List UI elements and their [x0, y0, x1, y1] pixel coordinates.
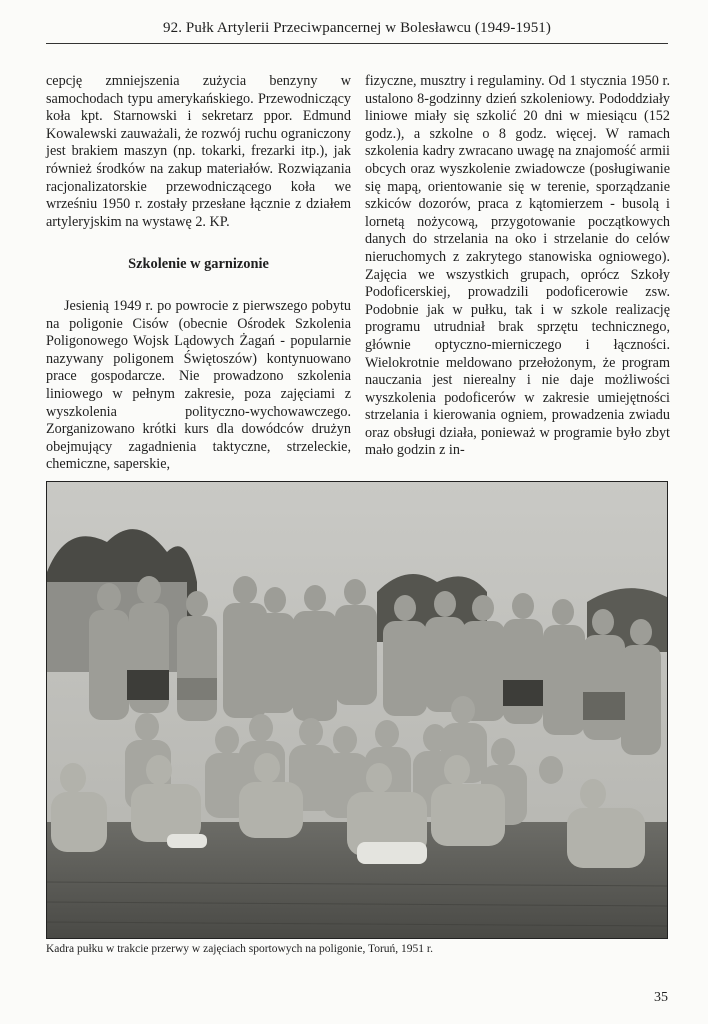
running-title: 92. Pułk Artylerii Przeciwpancernej w Bolesławcu (1949-1951): [46, 20, 668, 44]
right-column: [365, 73, 670, 460]
left-paragraph-2: Jesienią 1949 r. po powrocie z pierwszego pobytu na poligonie Cisów (obecnie Ośrodek Szkolenia Poligonowego Wojsk Lądowych Żagań - popularnie nazywany poligonem Świętoszów) kontynuowano prace gospodarcze. Nie prowadzono szkolenia liniowego w pełnym zakresie, poza zajęciami z wyszkolenia polityczno-wychowawczego. Zorganizowano krótki kurs dla dowódców drużyn obejmujący zagadnienia taktyczne, strzeleckie, chemiczne, saperskie,: [46, 297, 351, 473]
left-column: [46, 73, 351, 474]
figure-caption: Kadra pułku w trakcie przerwy w zajęciach sportowych na poligonie, Toruń, 1951 r.: [46, 943, 433, 955]
page-number: 35: [654, 990, 668, 1005]
group-photograph: [46, 481, 668, 939]
right-paragraph-1: fizyczne, musztry i regulaminy. Od 1 stycznia 1950 r. ustalono 8-godzinny dzień szkoleniowy. Pododdziały liniowe miały się szkolić 20 dni w miesiącu (152 godz.), a szkolne o 8 godz. więcej. W ramach szkolenia kadry zwracano uwagę na znajomość armii obcych oraz wyszkolenie zwiadowcze (posługiwanie się mapą, orientowanie się w terenie, sporządzanie szkiców dozorów, praca z kątomierzem - busolą i lornetą nożycową, przygotowanie początkowych danych do strzelania na oko i strzelanie do celów nieruchomych z zakrytego stanowiska ogniowego). Zajęcia we wszystkich grupach, oprócz Szkoły Podoficerskiej, prowadzili podoficerowie zsw. Podobnie jak w pułku, tak i w szkole realizację programu utrudniał brak sprzętu technicznego, głównie optyczno-mierniczego i łączności. Wielokrotnie meldowano przełożonym, że program nauczania jest nierealny i nie daje możliwości wyszkolenia podoficerów w zakresie umiejętności strzelania i kierowania ogniem, prowadzenia zwiadu oraz obsługi działa, ponieważ w programie było zbyt mało godzin z in-: [365, 73, 670, 459]
section-heading: Szkolenie w garnizonie: [128, 256, 269, 273]
left-paragraph-1: cepcję zmniejszenia zużycia benzyny w samochodach typu amerykańskiego. Przewodniczący koła kpt. Starnowski i sekretarz ppor. Edmund Kowalewski zauważali, że rozwój ruchu ograniczony jest brakiem maszyn (np. tokarki, frezarki itp.), jak również środków na zakup materiałów. Rozwiązania racjonalizatorskie przewodniczącego koła we wrześniu 1950 r. zostały przesłane łącznie z działem artyleryjskim na wystawę 2. KP.: [46, 73, 351, 230]
